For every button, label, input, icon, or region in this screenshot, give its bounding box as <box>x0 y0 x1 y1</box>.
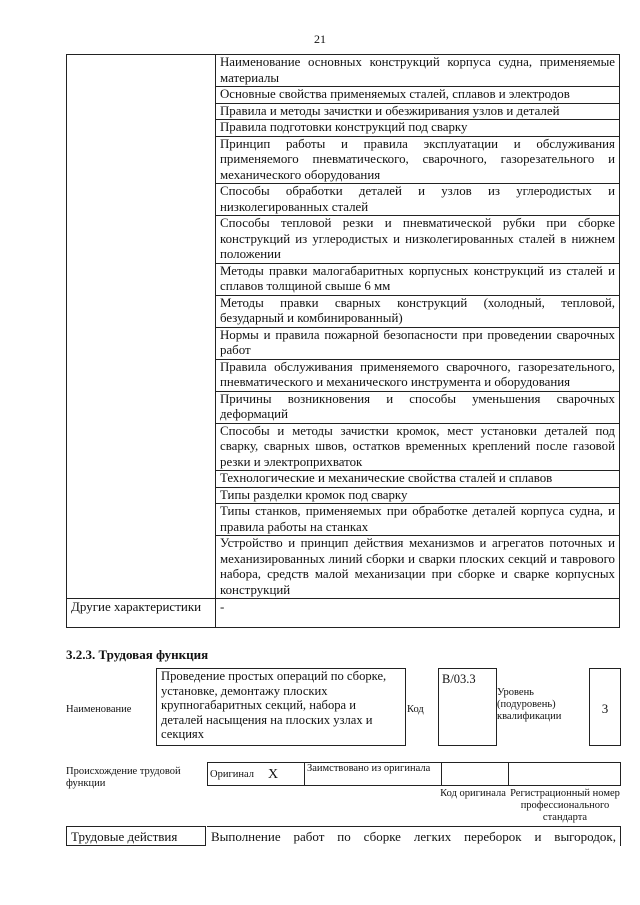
knowledge-item: Принцип работы и правила эксплуатации и обслуживания применяемого пневматического, сварочного, газорезательного и механического оборудования <box>216 137 619 185</box>
knowledge-item: Основные свойства применяемых сталей, сплавов и электродов <box>216 87 619 104</box>
labor-actions-label: Трудовые действия <box>66 826 206 846</box>
knowledge-item: Нормы и правила пожарной безопасности при проведении сварочных работ <box>216 328 619 360</box>
knowledge-item: Методы правки сварных конструкций (холодный, тепловой, безударный и комбинированный) <box>216 296 619 328</box>
borrowed-label: Заимствовано из оригинала <box>307 763 431 774</box>
function-name-box: Проведение простых операций по сборке, установке, демонтажу плоских крупногабаритных секций, набора и деталей насыщения на плоских узлах и секциях <box>156 668 406 746</box>
knowledge-item: Типы разделки кромок под сварку <box>216 488 619 505</box>
knowledge-item: Наименование основных конструкций корпуса судна, применяемые материалы <box>216 55 619 87</box>
origin-row <box>207 762 621 786</box>
level-label: Уровень (подуровень) квалификации <box>497 687 562 722</box>
original-mark: X <box>268 767 279 782</box>
section-title: 3.2.3. Трудовая функция <box>66 647 209 662</box>
knowledge-item: Методы правки малогабаритных корпусных конструкций из сталей и сплавов толщиной свыше 6 мм <box>216 264 619 296</box>
original-label: Оригинал <box>210 769 254 780</box>
knowledge-item: Способы тепловой резки и пневматической рубки при сборке конструкций из углеродистых и низколегированных сталей в нижнем положении <box>216 216 619 264</box>
knowledge-item: Правила обслуживания применяемого сварочного, газорезательного, пневматического и механического инструмента и оборудования <box>216 360 619 392</box>
level-value-box: 3 <box>589 668 621 746</box>
knowledge-item: Причины возникновения и способы уменьшения сварочных деформаций <box>216 392 619 424</box>
code-original-caption: Код оригинала <box>440 788 506 799</box>
knowledge-table <box>66 54 620 628</box>
knowledge-item: Устройство и принцип действия механизмов и агрегатов поточных и механизированных линий сборки и сварки плоских секций и таврового набора, средств малой механизации при сборке и сварке корпусных конструкций <box>220 536 615 597</box>
knowledge-items-cell <box>216 55 620 599</box>
knowledge-item: Правила подготовки конструкций под сварку <box>216 120 619 137</box>
knowledge-item: Технологические и механические свойства сталей и сплавов <box>216 471 619 488</box>
knowledge-item: Правила и методы зачистки и обезжиривания узлов и деталей <box>216 104 619 121</box>
name-label: Наименование <box>66 704 132 715</box>
other-characteristics-value: - <box>216 599 620 628</box>
origin-label: Происхождение трудовой функции <box>66 766 181 789</box>
reg-number-caption: Регистрационный номер профессионального стандарта <box>510 788 620 823</box>
knowledge-item: Типы станков, применяемых при обработке деталей корпуса судна, и правила работы на станках <box>216 504 619 536</box>
knowledge-item: Способы и методы зачистки кромок, мест установки деталей под сварку, сварных швов, остатков временных креплений после газовой резки и электроприхваток <box>216 424 619 472</box>
knowledge-item: Способы обработки деталей и узлов из углеродистых и низколегированных сталей <box>216 184 619 216</box>
code-label: Код <box>407 704 424 715</box>
other-characteristics-label: Другие характеристики <box>67 599 216 628</box>
labor-actions-first: Выполнение работ по сборке легких переборок и выгородок, <box>207 826 621 846</box>
knowledge-label-cell <box>67 55 216 599</box>
page-number: 21 <box>314 32 326 46</box>
function-code-box: В/03.3 <box>438 668 497 746</box>
